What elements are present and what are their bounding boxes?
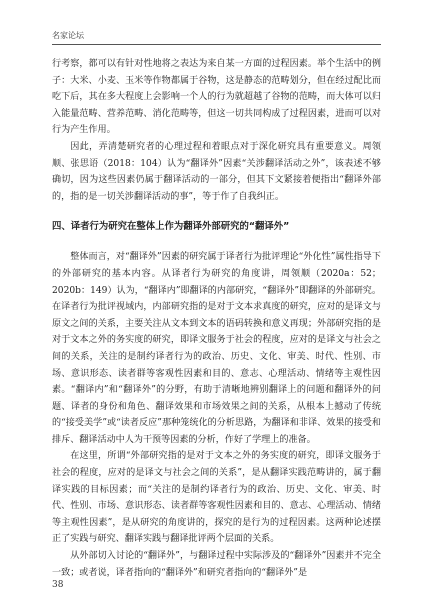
paragraph-4: 在这里，所谓“外部研究指的是对于文本之外的务实度的研究，即译文服务于社会的程度，应对的是译文与社会之间的关系”，是从翻译实践范畴讲的，属于翻译实践的目标因素；而“关注的是制约译者行为的政治、历史、文化、审美、时代、性别、市场、意识形态、读者群等客观性因素和目的、意志、心理活动、情绪等主观性因素”，是从研究的角度讲的，探究的是行为的过程因素。这两种论述摆正了实践与研究、翻译实践与翻译批评两个层面的关系。: [52, 451, 381, 545]
paragraph-2: 因此，弄清楚研究者的心理过程和着眼点对于深化研究具有重要意义。周领顺、张思语（2018：104）认为“翻译外”因素“关涉翻译活动之外”，该表述不够确切，因为这些因素仍属于翻译活动的一部分，但其下文紧接着便指出“翻译外部的，指的是一切关涉翻译活动的事”，等于作了自我纠正。: [52, 141, 381, 202]
running-header: 名家论坛: [52, 31, 84, 40]
page-number: 38: [52, 580, 64, 590]
page-body: [52, 56, 381, 581]
paragraph-continued: 行考察，都可以有针对性地将之表达为来自某一方面的过程因素。举个生活中的例子：大米、小麦、玉米等作物都属于谷物，这是静态的范畴划分，但在经过配比而吃下后，其在多大程度上会影响一个人的行为就超越了谷物的范畴，而大体可以归入能量范畴、营养范畴、消化范畴等，但这一切共同构成了过程因素，进而可以对行为产生作用。: [52, 59, 381, 136]
paragraph-5: 从外部切入讨论的“翻译外”，与翻译过程中实际涉及的“翻译外”因素并不完全一致；或者说，译者指向的“翻译外”和研究者指向的“翻译外”是: [52, 551, 381, 578]
header-rule: [52, 44, 381, 45]
section-heading: 四、译者行为研究在整体上作为翻译外部研究的“翻译外”: [52, 221, 290, 233]
paragraph-3: 整体而言，对“翻译外”因素的研究属于译者行为批评理论“外化性”属性指导下的外部研究的基本内容。从译者行为研究的角度讲，周领顺（2020a：52；2020b：149）认为，“翻译内”即翻译的内部研究，“翻译外”即翻译的外部研究。在译者行为批评视域内，内部研究指的是对于文本求真度的研究，应对的是译文与原文之间的关系，主要关注从文本到文本的语码转换和意义再现；外部研究指的是对于文本之外的务实度的研究，即译文服务于社会的程度，应对的是译文与社会之间的关系，关注的是制约译者行为的政治、历史、文化、审美、时代、性别、市场、意识形态、读者群等客观性因素和目的、意志、心理活动、情绪等主观性因素。“翻译内”和“翻译外”的分野，有助于清晰地辨别翻译上的问题和翻译外的问题、译者的身份和角色、翻译效果和市场效果之间的关系，从根本上撼动了传统的“接受美学”或“读者反应”那种笼统化的分析思路，为翻译和非译、效果的接受和排斥、翻译活动中人为干预等因素的分析，作好了学理上的准备。: [52, 252, 381, 445]
